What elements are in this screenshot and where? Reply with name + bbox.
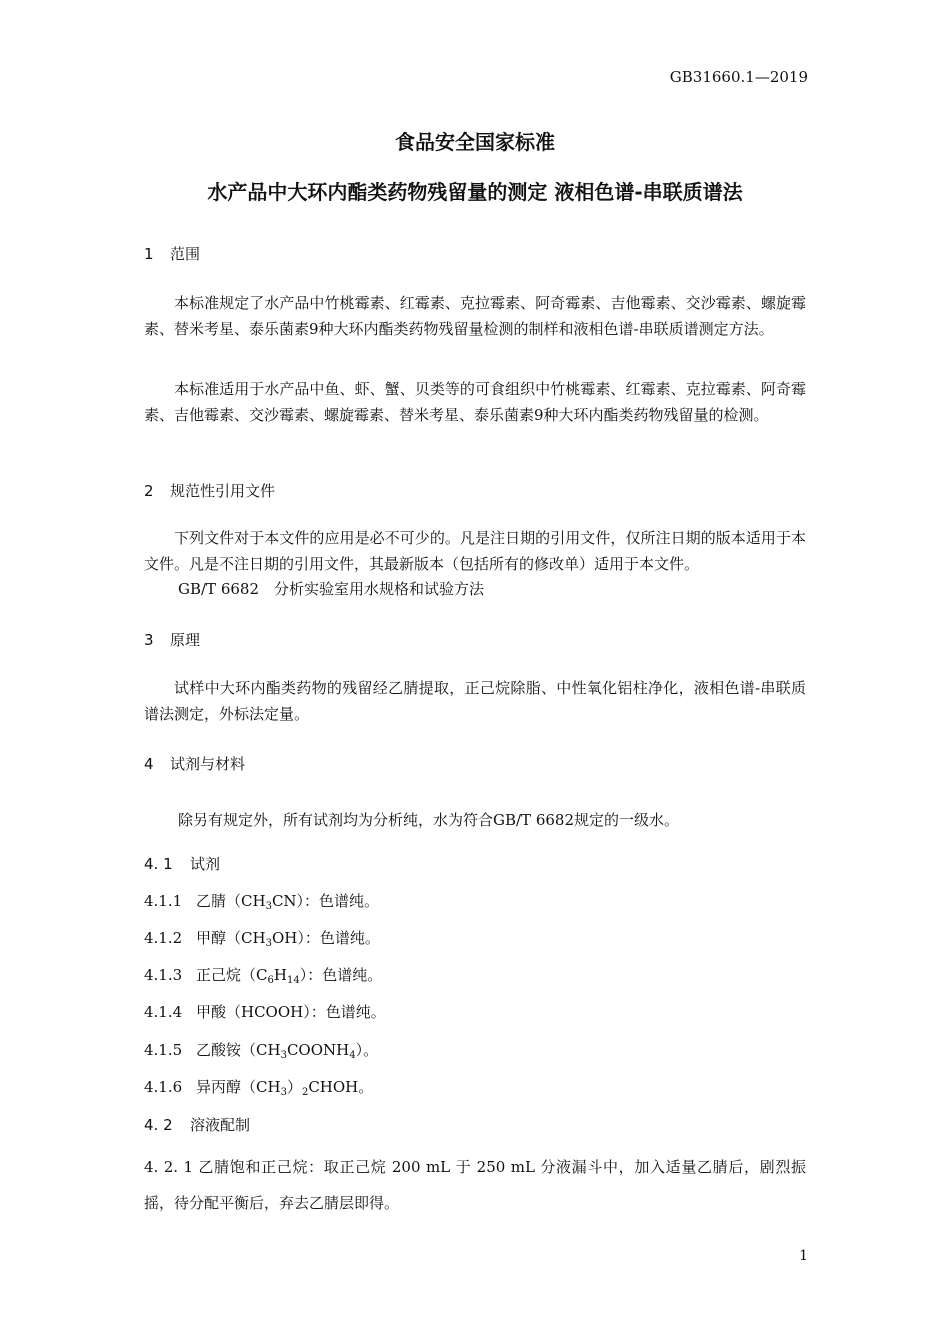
page-number: 1 [799,1248,808,1264]
reagent-item [144,1039,378,1061]
item-text: OH）：色谱纯。 [271,929,380,947]
item-text: CN）：色谱纯。 [271,892,380,910]
item-text: 正己烷（C [196,966,268,984]
subscript: 3 [265,901,272,912]
section-title: 试剂与材料 [170,755,246,773]
section-title: 规范性引用文件 [170,482,276,500]
subsection-4-2-heading [144,1114,250,1135]
section-1-paragraph-2: 本标准适用于水产品中鱼、虾、蟹、贝类等的可食组织中竹桃霉素、红霉素、克拉霉素、阿奇霉素、吉他霉素、交沙霉素、螺旋霉素、替米考星、泰乐菌素9种大环内酯类药物残留量的检测。 [144,380,806,424]
section-1-paragraph-1: 本标准规定了水产品中竹桃霉素、红霉素、克拉霉素、阿奇霉素、吉他霉素、交沙霉素、螺旋霉素、替米考星、泰乐菌素9种大环内酯类药物残留量检测的制样和液相色谱-串联质谱测定方法。 [144,294,806,338]
item-text: CHOH。 [308,1078,374,1096]
document-title: 食品安全国家标准 [395,130,555,154]
item-number: 4.1.4 [144,1003,183,1021]
section-number: 1 [144,245,154,263]
section-title: 原理 [170,631,201,649]
reagent-item [144,1001,386,1022]
subscript: 3 [280,1087,287,1098]
document-subtitle: 水产品中大环内酯类药物残留量的测定 液相色谱-串联质谱法 [207,180,743,204]
subsection-number: 4. 1 [144,855,173,873]
section-number: 2 [144,482,154,500]
item-text: COONH [286,1041,350,1059]
subsection-4-1-heading [144,853,220,874]
subscript: 2 [301,1087,309,1098]
section-3-heading [144,629,200,650]
item-text: 异丙醇（CH [196,1078,281,1096]
item-text: ）：色谱纯。 [299,966,383,984]
reagent-item [144,964,382,986]
subscript: 4 [349,1050,356,1061]
item-text: 甲醇（CH [196,929,266,947]
reagent-item [144,890,379,912]
item-number: 4.1.3 [144,966,183,984]
section-1-heading [144,243,200,264]
normative-reference: GB/T 6682 分析实验室用水规格和试验方法 [178,580,485,598]
item-number: 4.1.1 [144,892,183,910]
item-text: 乙腈（CH [196,892,266,910]
section-2-heading [144,480,275,501]
item-text: H [273,966,287,984]
section-2-paragraph-1: 下列文件对于本文件的应用是必不可少的。凡是注日期的引用文件，仅所注日期的版本适用于本文件。凡是不注日期的引用文件，其最新版本（包括所有的修改单）适用于本文件。 [144,529,806,573]
item-number: 4.1.2 [144,929,183,947]
reagent-item [144,927,380,949]
section-number: 3 [144,631,154,649]
subscript: 14 [286,975,300,986]
standard-code: GB31660.1—2019 [669,68,808,86]
item-number: 4.1.5 [144,1041,183,1059]
subscript: 3 [265,938,272,949]
subsection-title: 试剂 [190,855,221,873]
item-text: ） [286,1078,302,1096]
section-4-paragraph-1: 除另有规定外，所有试剂均为分析纯，水为符合GB/T 6682规定的一级水。 [178,811,680,829]
item-text: 甲酸（HCOOH）：色谱纯。 [196,1003,386,1021]
clause-4-2-1: 4. 2. 1 乙腈饱和正己烷：取正己烷 200 mL 于 250 mL 分液漏斗中，加入适量乙腈后，剧烈振摇，待分配平衡后，弃去乙腈层即得。 [144,1158,806,1212]
subscript: 3 [280,1050,287,1061]
item-number: 4.1.6 [144,1078,183,1096]
reagent-item [144,1076,373,1098]
section-title: 范围 [170,245,201,263]
section-4-heading [144,753,245,774]
item-text: ）。 [355,1041,379,1059]
section-3-paragraph-1: 试样中大环内酯类药物的残留经乙腈提取，正己烷除脂、中性氧化铝柱净化，液相色谱-串联质谱法测定，外标法定量。 [144,679,806,723]
subscript: 6 [267,975,274,986]
subsection-title: 溶液配制 [190,1116,251,1134]
subsection-number: 4. 2 [144,1116,173,1134]
item-text: 乙酸铵（CH [196,1041,281,1059]
section-number: 4 [144,755,154,773]
